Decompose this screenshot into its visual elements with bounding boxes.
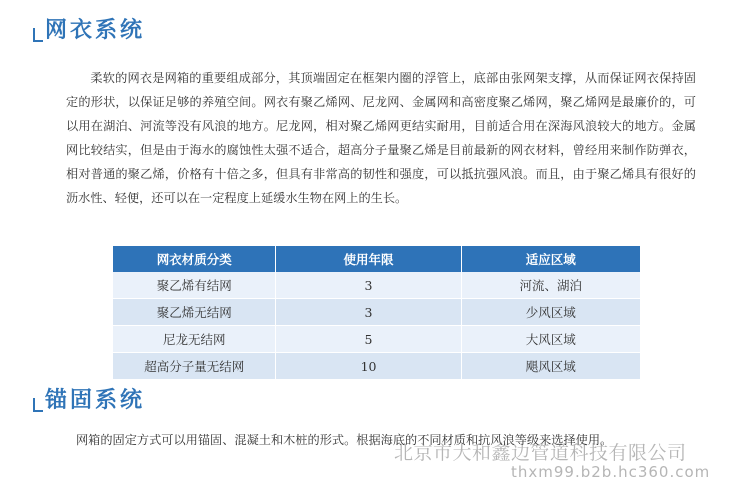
anchor-system-paragraph: 网箱的固定方式可以用锚固、混凝土和木桩的形式。根据海底的不同材质和抗风浪等级来选择使用。 <box>76 433 613 447</box>
heading-bracket-decoration <box>33 398 43 412</box>
cell-material: 聚乙烯有结网 <box>113 272 276 299</box>
table-row <box>113 353 640 380</box>
section-heading-net-system <box>33 18 145 44</box>
cell-area: 大风区域 <box>461 326 640 353</box>
cell-material: 尼龙无结网 <box>113 326 276 353</box>
cell-material: 聚乙烯无结网 <box>113 299 276 326</box>
header-material: 网衣材质分类 <box>113 246 276 272</box>
header-area: 适应区域 <box>461 246 640 272</box>
cell-material: 超高分子量无结网 <box>113 353 276 380</box>
table-row <box>113 272 640 299</box>
cell-years: 5 <box>276 326 461 353</box>
cell-years: 10 <box>276 353 461 380</box>
heading-bracket-decoration <box>33 28 43 42</box>
cell-area: 飓风区域 <box>461 353 640 380</box>
section-title: 锚固系统 <box>45 388 146 413</box>
table-header-row <box>113 246 640 272</box>
section-title: 网衣系统 <box>45 18 146 43</box>
cell-years: 3 <box>276 299 461 326</box>
watermark-company-name: 北京市大和鑫边管道科技有限公司 <box>394 442 687 464</box>
section-heading-anchor-system <box>33 388 145 414</box>
cell-years: 3 <box>276 272 461 299</box>
header-years: 使用年限 <box>276 246 461 272</box>
net-material-table <box>113 246 640 380</box>
table-row <box>113 326 640 353</box>
net-system-paragraph: 柔软的网衣是网箱的重要组成部分，其顶端固定在框架内圈的浮管上，底部由张网架支撑，从而保证网衣保持固定的形状，以保证足够的养殖空间。网衣有聚乙烯网、尼龙网、金属网和高密度聚乙烯网，聚乙烯网是最廉价的，可以用在湖泊、河流等没有风浪的地方。尼龙网，相对聚乙烯网更结实耐用，目前适合用在深海风浪较大的地方。金属网比较结实，但是由于海水的腐蚀性太强不适合，超高分子量聚乙烯是目前最新的网衣材料，曾经用来制作防弹衣，相对普通的聚乙烯，价格有十倍之多，但具有非常高的韧性和强度，可以抵抗强风浪。而且，由于聚乙烯具有很好的沥水性、轻便，还可以在一定程度上延缓水生物在网上的生长。 <box>66 71 696 205</box>
watermark-url: thxm99.b2b.hc360.com <box>511 463 711 481</box>
table-row <box>113 299 640 326</box>
cell-area: 河流、湖泊 <box>461 272 640 299</box>
cell-area: 少风区域 <box>461 299 640 326</box>
